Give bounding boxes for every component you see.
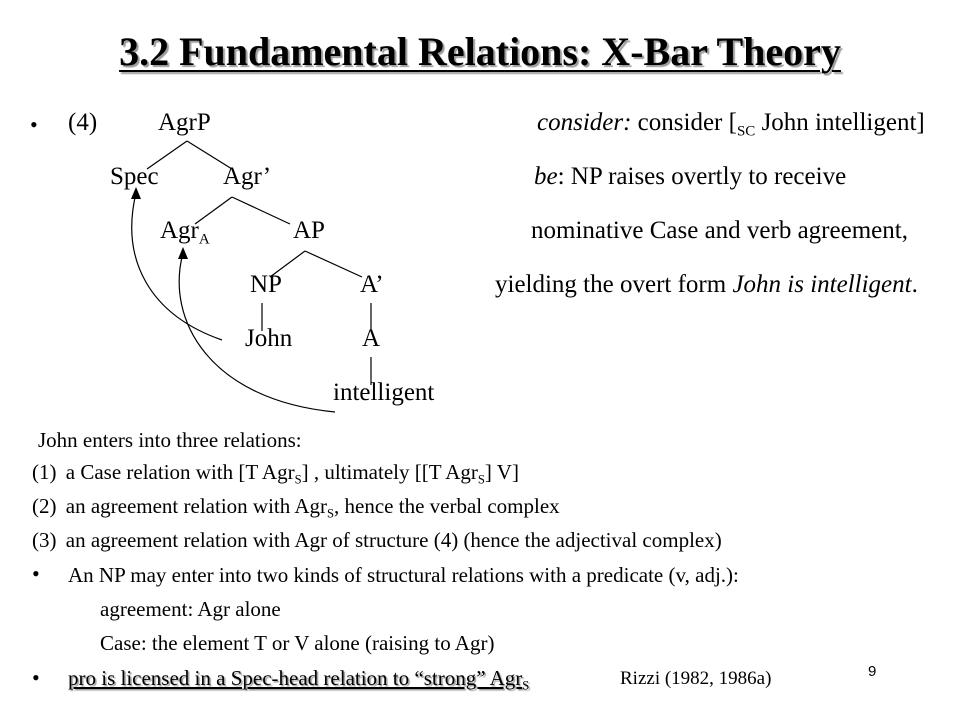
pro-sub: S <box>522 678 530 693</box>
note-consider-sub: SC <box>736 123 756 140</box>
slide-title: 3.2 Fundamental Relations: X-Bar Theory <box>119 29 841 74</box>
relation-1-post: ] V] <box>484 460 519 484</box>
relation-1-sub2: S <box>477 472 485 487</box>
note-be-label: be <box>534 163 558 190</box>
node-john: John <box>245 325 293 352</box>
relation-1-sub: S <box>294 472 302 487</box>
relation-2-sub: S <box>327 506 335 521</box>
note-consider-end: John intelligent] <box>755 109 925 136</box>
node-np: NP <box>250 271 282 298</box>
movement-arrow-john-to-spec <box>132 193 222 340</box>
relation-3-text: an agreement relation with Agr of structure (4) (hence the adjectival complex) <box>65 528 722 552</box>
note-consider-text: consider [ <box>631 109 737 136</box>
node-a: A <box>362 325 381 352</box>
note-yielding <box>495 271 918 299</box>
note-consider <box>537 109 925 140</box>
relation-2-pre: an agreement relation with Agr <box>65 494 327 518</box>
node-agrp: AgrP <box>158 109 211 136</box>
relation-1-mid: ] , ultimately [[T Agr <box>301 460 478 484</box>
edge-agrbar-ap <box>232 197 290 224</box>
edge-ap-abar <box>305 251 362 277</box>
node-a-bar: A’ <box>360 271 384 298</box>
note-be-text: : NP raises overtly to receive <box>557 163 847 190</box>
node-spec: Spec <box>110 163 159 190</box>
node-ap: AP <box>293 217 325 244</box>
node-agr-bar: Agr’ <box>223 163 272 190</box>
note-consider-label: consider: <box>537 109 632 136</box>
bullet-np: • <box>32 561 40 586</box>
citation: Rizzi (1982, 1986a) <box>620 668 772 689</box>
relation-2-number: (2) <box>32 494 57 518</box>
note-nominative: nominative Case and verb agreement, <box>531 217 908 244</box>
relation-1-pre: a Case relation with [T Agr <box>65 460 295 484</box>
note-yielding-text: yielding the overt form <box>495 271 733 298</box>
relation-3-number: (3) <box>32 528 57 552</box>
case-line: Case: the element T or V alone (raising to Agr) <box>100 631 495 655</box>
node-agr-label: Agr <box>160 217 199 244</box>
node-agr-subscript: A <box>198 231 210 248</box>
agreement-line: agreement: Agr alone <box>100 597 281 621</box>
note-yielding-end: . <box>911 271 918 298</box>
node-intelligent: intelligent <box>333 379 435 406</box>
relation-2 <box>32 494 560 519</box>
note-be <box>534 163 846 191</box>
note-yielding-italic: John is intelligent <box>732 271 912 298</box>
bullet-pro: • <box>32 665 40 690</box>
page-number: 9 <box>868 663 877 680</box>
node-agr-a <box>160 217 210 248</box>
np-relations-text: An NP may enter into two kinds of structural relations with a predicate (v, adj.): <box>68 563 739 587</box>
pro-text: pro is licensed in a Spec-head relation to “strong” Agr <box>68 666 523 690</box>
relation-1-number: (1) <box>32 460 57 484</box>
arrowhead-agr <box>178 247 188 259</box>
relation-1 <box>32 460 519 485</box>
relation-2-post: , hence the verbal complex <box>334 494 560 518</box>
relation-3 <box>32 528 722 553</box>
relations-intro: John enters into three relations: <box>38 428 302 452</box>
pro-licensing-text <box>68 666 529 691</box>
bullet-example: • <box>30 112 38 137</box>
example-number: (4) <box>68 109 98 136</box>
